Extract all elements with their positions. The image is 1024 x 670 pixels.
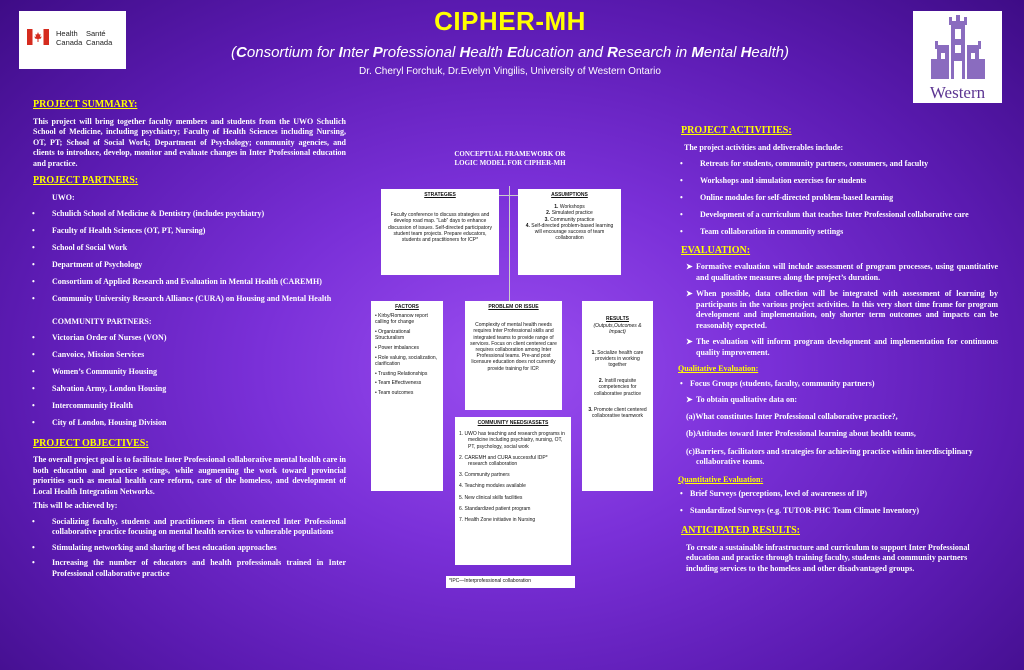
- community-needs-box: COMMUNITY NEEDS/ASSETS 1. UWO has teaching and research programs in medicine including psychiatry, nursing, OT, PT, psychology, social work 2. CAREMH and CURA successful IDP* research collaboration 3. Community partners 4. Teaching modules available 5. New clinical skills facilities 6. Standardized patient program 7. Health Zone initiative in Nursing: [455, 417, 571, 565]
- project-objectives-text: The overall project goal is to facilitate Inter Professional collaborative mental health care in both education and practice settings, while augmenting the work toward provincial priorities such as mental health care reform, care of the homeless, and development of Local Health Integration Networks.: [33, 455, 346, 496]
- anticipated-results-text: To create a sustainable infrastructure and curriculum to support Inter Professional education and practice through training faculty, students and community partners including services to the homeless and other disadvantaged groups.: [686, 542, 970, 573]
- list-item: 3. Community partners: [459, 472, 510, 479]
- community-partner-list: [28, 333, 346, 429]
- tower-icon: [931, 15, 985, 83]
- subtitle-part: I: [338, 44, 343, 61]
- list-item: • Schulich School of Medicine & Dentistry (includes psychiatry): [28, 209, 346, 220]
- list-item: • Retreats for students, community partners, consumers, and faculty: [676, 159, 998, 170]
- uwo-partner-list: [28, 209, 346, 305]
- quantitative-list: [676, 489, 998, 516]
- list-item: • Focus Groups (students, faculty, community partners): [680, 379, 998, 390]
- subtitle-part: M: [691, 44, 704, 61]
- subtitle-part: ental: [703, 44, 741, 61]
- subtitle-part: ealth: [470, 44, 508, 61]
- arrow-icon: ➤: [686, 262, 693, 271]
- list-item: • Organizational Structuralism: [375, 329, 411, 342]
- list-item: • Standardized Surveys (e.g. TUTOR-PHC Team Climate Inventory): [680, 506, 998, 517]
- framework-footnote: *IPC—Interprofessional collaboration: [446, 576, 575, 588]
- poster-authors: Dr. Cheryl Forchuk, Dr.Evelyn Vingilis, University of Western Ontario: [359, 66, 661, 77]
- list-item: • Role valuing, socialization, clarification: [375, 354, 438, 367]
- community-partners-label: COMMUNITY PARTNERS:: [52, 316, 152, 326]
- project-summary-heading: PROJECT SUMMARY:: [33, 99, 138, 110]
- list-item: • Online modules for self-directed problem-based learning: [676, 193, 998, 204]
- arrow-icon: ➤: [686, 395, 693, 404]
- project-objectives-heading: PROJECT OBJECTIVES:: [33, 437, 149, 449]
- subtitle-part: C: [236, 44, 247, 61]
- list-item: • Team Effectiveness: [375, 380, 422, 387]
- subtitle-part: E: [507, 44, 518, 61]
- western-logo: [913, 11, 1002, 103]
- qualitative-list: [676, 379, 998, 390]
- list-item: • School of Social Work: [28, 243, 346, 254]
- list-item: • Workshops and simulation exercises for students: [676, 176, 998, 187]
- subtitle-part: (: [231, 44, 237, 61]
- list-item: • Department of Psychology: [28, 260, 346, 271]
- obtain-label: ➤ To obtain qualitative data on:: [686, 395, 798, 404]
- connector-line: [509, 186, 510, 301]
- poster-subtitle: [140, 44, 880, 61]
- list-item: • Salvation Army, London Housing: [28, 384, 346, 395]
- arrow-icon: ➤: [686, 337, 693, 346]
- activities-list: [676, 159, 998, 238]
- list-item: • Team outcomes: [375, 390, 414, 397]
- health-canada-logo: [19, 11, 126, 69]
- list-item: • Faculty of Health Sciences (OT, PT, Nursing): [28, 226, 346, 237]
- list-item: 4. Teaching modules available: [459, 483, 526, 490]
- subtitle-part: onsortium for: [246, 44, 339, 61]
- list-item: • Stimulating networking and sharing of best education approaches: [28, 543, 346, 554]
- framework-title: CONCEPTUAL FRAMEWORK OR LOGIC MODEL FOR CIPHER-MH: [454, 150, 566, 167]
- list-item: • Intercommunity Health: [28, 401, 346, 412]
- assumptions-box: ASSUMPTIONS 1. Workshops 2. Simulated practice 3. Community practice 4. Self-directed problem-based learning will encourage success of team collaboration: [518, 189, 621, 275]
- list-item: (a)What constitutes Inter Professional collaborative practice?,: [686, 411, 898, 421]
- list-item: 5. New clinical skills facilities: [459, 494, 523, 501]
- activities-intro: The project activities and deliverables include:: [684, 142, 844, 152]
- factors-box: FACTORS • Kirby/Romanow report calling for change • Organizational Structuralism • Power imbalances • Role valuing, socialization, clarification • Trusting Relationships • Team Effectiveness • Team outcomes: [371, 301, 443, 491]
- list-item: • Development of a curriculum that teaches Inter Professional collaborative care: [676, 210, 998, 221]
- list-item: ➤ When possible, data collection will be integrated with assessment of learning by participants in the various project activities. In this very short time frame for program development and implementation, only shorter term outcomes and impacts can be reasonably expected.: [686, 289, 998, 330]
- list-item: • Socializing faculty, students and practitioners in client centered Inter Professional collaborative practice focusing on mental health services to vulnerable populations: [28, 517, 346, 538]
- canada-flag-icon: [27, 29, 49, 45]
- list-item: (c)Barriers, facilitators and strategies for achieving practice within interdisciplinary collaborative teams.: [686, 446, 973, 466]
- list-item: ➤ Formative evaluation will include assessment of program processes, using quantitative and qualitative measures along the project’s duration.: [686, 262, 998, 282]
- evaluation-heading: EVALUATION:: [681, 244, 751, 256]
- uwo-label: UWO:: [52, 192, 75, 202]
- list-item: (b)Attitudes toward Inter Professional learning about health teams,: [686, 429, 916, 438]
- subtitle-part: rofessional: [382, 44, 460, 61]
- list-item: 2. CAREMH and CURA successful IDP* research collaboration: [459, 454, 548, 468]
- poster-title: CIPHER-MH: [434, 6, 586, 36]
- western-wordmark: Western: [929, 83, 986, 102]
- list-item: • Community University Research Alliance (CURA) on Housing and Mental Health: [28, 294, 346, 305]
- arrow-icon: ➤: [686, 289, 693, 298]
- subtitle-part: ealth): [751, 44, 789, 61]
- list-item: ➤ The evaluation will inform program development and implementation for continuous quality improvement.: [686, 337, 998, 357]
- quantitative-heading: Quantitative Evaluation:: [678, 474, 764, 484]
- list-item: • Brief Surveys (perceptions, level of awareness of IP): [680, 489, 998, 500]
- list-item: • Increasing the number of educators and health professionals trained in Inter Professional collaborative practice: [28, 558, 346, 579]
- list-item: • City of London, Housing Division: [28, 418, 346, 429]
- list-item: • Canvoice, Mission Services: [28, 350, 346, 361]
- anticipated-results-heading: ANTICIPATED RESULTS:: [681, 525, 801, 536]
- subtitle-part: R: [607, 44, 618, 61]
- list-item: • Team collaboration in community settings: [676, 227, 998, 238]
- subtitle-part: H: [459, 44, 471, 61]
- left-column: [28, 98, 346, 584]
- project-partners-heading: PROJECT PARTNERS:: [33, 175, 139, 186]
- problem-box: PROBLEM OR ISSUE Complexity of mental health needs requires Inter Professional skills and integrated teams to provide range of services. Focus on client centered care requires collaboration among Inter Professional teams. Pre-and post licensure education does not currently provide training for ICP.: [465, 301, 562, 410]
- subtitle-part: P: [372, 44, 383, 61]
- list-item: • Victorian Order of Nurses (VON): [28, 333, 346, 344]
- subtitle-part: nter: [342, 44, 373, 61]
- list-item: • Kirby/Romanow report calling for change: [375, 313, 428, 326]
- qualitative-heading: Qualitative Evaluation:: [678, 364, 759, 373]
- list-item: 7. Health Zone initiative in Nursing: [459, 517, 536, 524]
- list-item: • Women’s Community Housing: [28, 367, 346, 378]
- list-item: • Trusting Relationships: [375, 370, 428, 377]
- project-activities-heading: PROJECT ACTIVITIES:: [681, 125, 792, 136]
- list-item: 1. UWO has teaching and research programs in medicine including psychiatry, nursing, OT, PT, psychology, social work: [459, 431, 565, 450]
- achieved-by-label: This will be achieved by:: [33, 501, 118, 510]
- right-column: [676, 124, 998, 574]
- list-item: 6. Standardized patient program: [459, 505, 531, 512]
- subtitle-part: esearch in: [618, 44, 692, 61]
- project-summary-text: This project will bring together faculty members and students from the UWO Schulich School of Medicine, including psychiatry; Faculty of Health Sciences including Nursing, OT, PT; School of Social Work; Department of Psychology; community agencies, and clients to introduce, develop, monitor and evaluate changes in Inter Professional education and practice.: [33, 116, 346, 168]
- subtitle-part: H: [740, 44, 752, 61]
- list-item: • Consortium of Applied Research and Evaluation in Mental Health (CAREMH): [28, 277, 346, 288]
- list-item: • Power imbalances: [375, 345, 419, 352]
- strategies-box: STRATEGIES Faculty conference to discuss strategies and develop road map. “Lab” days to enhance discussion of issues. Self-directed participatory student team projects. Prepare educators, students and practitioners for ICP*: [381, 189, 499, 275]
- results-box: RESULTS (Outputs,Outcomes & Impact) 1. Socialize health care providers in working together 2. Instill requisite competencies for collaborative practice 3. Promote client centered collaborative teamwork: [582, 301, 653, 491]
- health-canada-wordmark: Health Santé Canada Canada: [56, 29, 113, 47]
- achieved-list: [28, 517, 346, 580]
- subtitle-part: ducation and: [517, 44, 608, 61]
